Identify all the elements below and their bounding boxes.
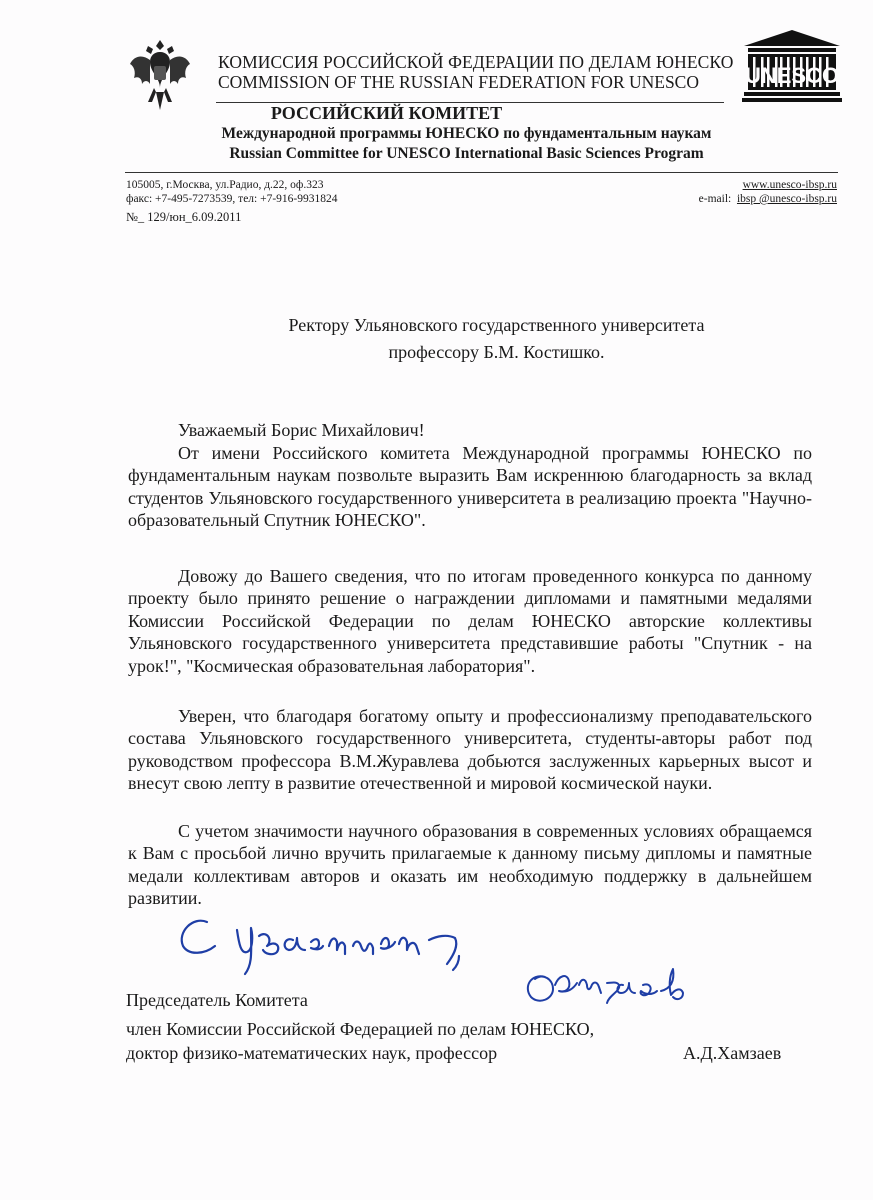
addressee-line-1: Ректору Ульяновского государственного университета: [288, 315, 705, 335]
signer-position-3: доктор физико-математических наук, профессор: [126, 1043, 498, 1063]
commission-name-en: COMMISSION OF THE RUSSIAN FEDERATION FOR UNESCO: [218, 72, 699, 92]
postal-address: 105005, г.Москва, ул.Радио, д.22, оф.323: [126, 179, 324, 191]
phone-fax: факс: +7-495-7273539, тел: +7-916-9931824: [126, 193, 338, 205]
paragraph-3: Уверен, что благодаря богатому опыту и профессионализму преподавательского состава Ульяновского государственного университета, студенты-авторы работ под руководством профессора В.М.Журавлева добьются заслуженных карьерных высот и внесут свою лепту в развитие отечественной и мировой космической науки.: [128, 706, 812, 794]
reference-number: №_ 129/юн_6.09.2011: [126, 210, 242, 224]
email-label: e-mail:: [698, 193, 732, 205]
website-link[interactable]: www.unesco-ibsp.ru: [742, 179, 837, 191]
paragraph-1: От имени Российского комитета Международной программы ЮНЕСКО по фундаментальным наукам позвольте выразить Вам искреннюю благодарность за вклад студентов Ульяновского государственного университета в реализацию проекта "Научно-образовательный Спутник ЮНЕСКО".: [128, 443, 812, 531]
email-link[interactable]: ibsp @unesco-ibsp.ru: [736, 193, 837, 205]
addressee-line-2: профессору Б.М. Костишко.: [388, 342, 605, 362]
committee-title: РОССИЙСКИЙ КОМИТЕТ: [270, 103, 503, 123]
email-line: [699, 192, 837, 206]
signer-position-1: Председатель Комитета: [126, 990, 308, 1010]
unesco-logo-icon: [742, 28, 842, 103]
committee-name-ru: Международной программы ЮНЕСКО по фундаментальным наукам: [221, 125, 712, 142]
handwritten-signature: [515, 955, 725, 1010]
paragraph-4: С учетом значимости научного образования в современных условиях обращаемся к Вам с просьбой лично вручить прилагаемые к данному письму дипломы и памятные медали коллективам авторов и оказать им необходимую поддержку в дальнейшем развитии.: [128, 821, 812, 909]
signer-position-2: член Комиссии Российской Федерацией по делам ЮНЕСКО,: [126, 1019, 595, 1039]
committee-name-en: Russian Committee for UNESCO International Basic Sciences Program: [229, 145, 704, 162]
contacts-divider: [125, 172, 838, 173]
commission-name-ru: КОМИССИЯ РОССИЙСКОЙ ФЕДЕРАЦИИ ПО ДЕЛАМ ЮНЕСКО: [218, 52, 734, 72]
svg-text:UNESCO: UNESCO: [744, 63, 840, 88]
signer-name: А.Д.Хамзаев: [683, 1043, 782, 1063]
handwritten-closing: [175, 910, 535, 980]
paragraph-2: Довожу до Вашего сведения, что по итогам проведенного конкурса по данному проекту было принято решение о награждении дипломами и памятными медалями Комиссии Российской Федерации по делам ЮНЕСКО авторские коллективы Ульяновского государственного университета представившие работы "Спутник - на урок!", "Космическая образовательная лаборатория".: [128, 566, 812, 676]
greeting: Уважаемый Борис Михайлович!: [178, 420, 425, 440]
